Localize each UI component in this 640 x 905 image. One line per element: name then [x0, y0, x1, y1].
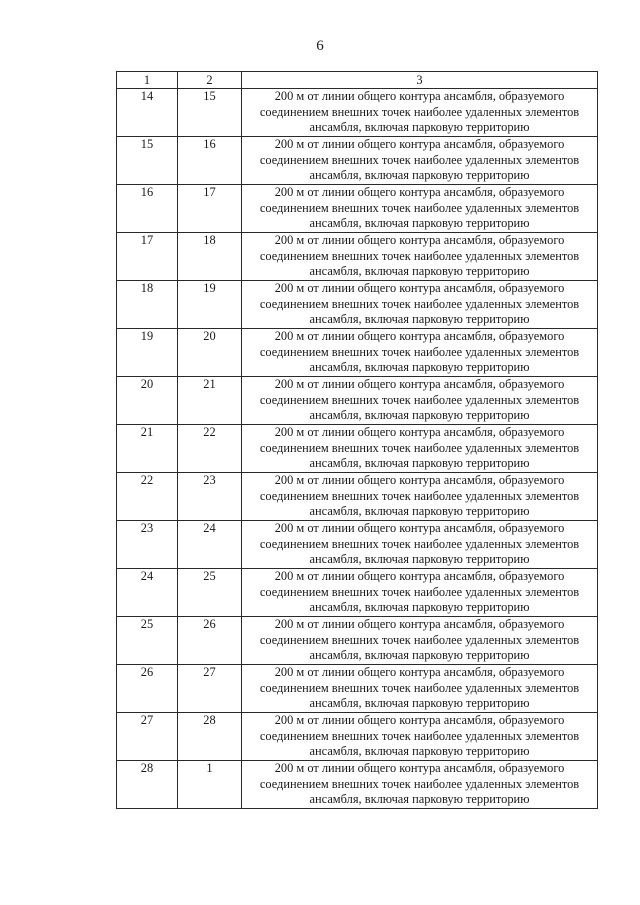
- boundary-table: [116, 71, 598, 809]
- description-cell: 200 м от линии общего контура ансамбля, образуемого соединением внешних точек наиболее удаленных элементов ансамбля, включая парковую территорию: [242, 137, 598, 185]
- from-point-cell: 20: [117, 377, 178, 425]
- description-cell: 200 м от линии общего контура ансамбля, образуемого соединением внешних точек наиболее удаленных элементов ансамбля, включая парковую территорию: [242, 425, 598, 473]
- to-point-cell: 18: [178, 233, 242, 281]
- table-row: [117, 569, 598, 617]
- table-row: [117, 521, 598, 569]
- table-body: [117, 72, 598, 809]
- to-point-cell: 23: [178, 473, 242, 521]
- to-point-cell: 21: [178, 377, 242, 425]
- description-cell: 200 м от линии общего контура ансамбля, образуемого соединением внешних точек наиболее удаленных элементов ансамбля, включая парковую территорию: [242, 89, 598, 137]
- table-row: [117, 137, 598, 185]
- table-row: [117, 473, 598, 521]
- to-point-cell: 25: [178, 569, 242, 617]
- table-row: [117, 425, 598, 473]
- to-point-cell: 16: [178, 137, 242, 185]
- table-row: [117, 281, 598, 329]
- to-point-cell: 19: [178, 281, 242, 329]
- description-cell: 200 м от линии общего контура ансамбля, образуемого соединением внешних точек наиболее удаленных элементов ансамбля, включая парковую территорию: [242, 377, 598, 425]
- from-point-cell: 22: [117, 473, 178, 521]
- description-cell: 200 м от линии общего контура ансамбля, образуемого соединением внешних точек наиболее удаленных элементов ансамбля, включая парковую территорию: [242, 569, 598, 617]
- from-point-cell: 27: [117, 713, 178, 761]
- table-row: [117, 329, 598, 377]
- to-point-cell: 27: [178, 665, 242, 713]
- to-point-cell: 26: [178, 617, 242, 665]
- header-cell-2: 2: [178, 72, 242, 89]
- description-cell: 200 м от линии общего контура ансамбля, образуемого соединением внешних точек наиболее удаленных элементов ансамбля, включая парковую территорию: [242, 473, 598, 521]
- description-cell: 200 м от линии общего контура ансамбля, образуемого соединением внешних точек наиболее удаленных элементов ансамбля, включая парковую территорию: [242, 185, 598, 233]
- description-cell: 200 м от линии общего контура ансамбля, образуемого соединением внешних точек наиболее удаленных элементов ансамбля, включая парковую территорию: [242, 281, 598, 329]
- from-point-cell: 14: [117, 89, 178, 137]
- to-point-cell: 28: [178, 713, 242, 761]
- from-point-cell: 17: [117, 233, 178, 281]
- from-point-cell: 26: [117, 665, 178, 713]
- to-point-cell: 15: [178, 89, 242, 137]
- from-point-cell: 21: [117, 425, 178, 473]
- table-row: [117, 89, 598, 137]
- description-cell: 200 м от линии общего контура ансамбля, образуемого соединением внешних точек наиболее удаленных элементов ансамбля, включая парковую территорию: [242, 665, 598, 713]
- table-row: [117, 761, 598, 809]
- to-point-cell: 24: [178, 521, 242, 569]
- to-point-cell: 22: [178, 425, 242, 473]
- from-point-cell: 19: [117, 329, 178, 377]
- to-point-cell: 1: [178, 761, 242, 809]
- description-cell: 200 м от линии общего контура ансамбля, образуемого соединением внешних точек наиболее удаленных элементов ансамбля, включая парковую территорию: [242, 329, 598, 377]
- from-point-cell: 28: [117, 761, 178, 809]
- from-point-cell: 16: [117, 185, 178, 233]
- description-cell: 200 м от линии общего контура ансамбля, образуемого соединением внешних точек наиболее удаленных элементов ансамбля, включая парковую территорию: [242, 713, 598, 761]
- table-row: [117, 617, 598, 665]
- table-header-row: [117, 72, 598, 89]
- description-cell: 200 м от линии общего контура ансамбля, образуемого соединением внешних точек наиболее удаленных элементов ансамбля, включая парковую территорию: [242, 761, 598, 809]
- to-point-cell: 17: [178, 185, 242, 233]
- table-row: [117, 377, 598, 425]
- from-point-cell: 24: [117, 569, 178, 617]
- table-row: [117, 233, 598, 281]
- page-number: 6: [316, 38, 324, 54]
- table-row: [117, 713, 598, 761]
- to-point-cell: 20: [178, 329, 242, 377]
- from-point-cell: 23: [117, 521, 178, 569]
- table-row: [117, 665, 598, 713]
- from-point-cell: 25: [117, 617, 178, 665]
- description-cell: 200 м от линии общего контура ансамбля, образуемого соединением внешних точек наиболее удаленных элементов ансамбля, включая парковую территорию: [242, 521, 598, 569]
- description-cell: 200 м от линии общего контура ансамбля, образуемого соединением внешних точек наиболее удаленных элементов ансамбля, включая парковую территорию: [242, 233, 598, 281]
- header-cell-1: 1: [117, 72, 178, 89]
- header-cell-3: 3: [242, 72, 598, 89]
- description-cell: 200 м от линии общего контура ансамбля, образуемого соединением внешних точек наиболее удаленных элементов ансамбля, включая парковую территорию: [242, 617, 598, 665]
- from-point-cell: 15: [117, 137, 178, 185]
- from-point-cell: 18: [117, 281, 178, 329]
- table-row: [117, 185, 598, 233]
